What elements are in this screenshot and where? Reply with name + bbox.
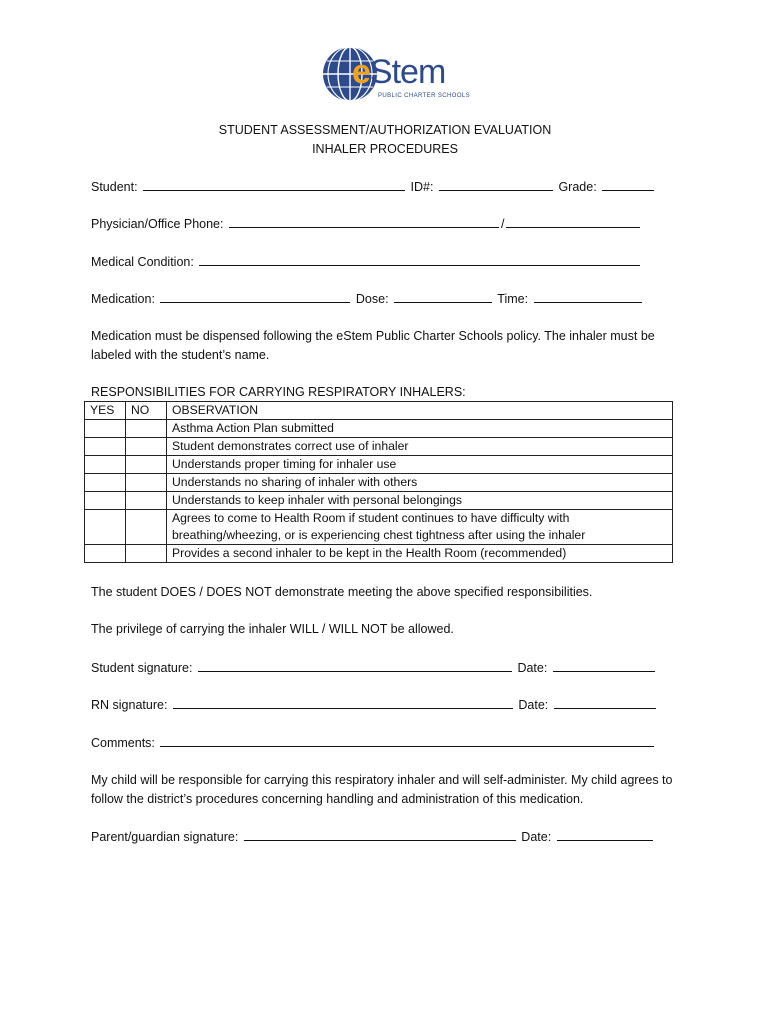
table-row: [85, 492, 673, 510]
privilege-statement: The privilege of carrying the inhaler WILL / WILL NOT be allowed.: [91, 622, 454, 636]
form-subtitle: INHALER PROCEDURES: [312, 142, 458, 156]
time-label: Time:: [497, 292, 529, 306]
parent-signature-line: [91, 827, 655, 846]
student-signature-label: Student signature:: [91, 661, 193, 675]
grade-label: Grade:: [558, 180, 597, 194]
column-no: NO: [126, 402, 167, 420]
no-cell[interactable]: [126, 545, 167, 563]
dose-field[interactable]: [394, 289, 492, 303]
observation-cell: Understands no sharing of inhaler with others: [167, 474, 673, 492]
grade-field[interactable]: [602, 177, 654, 191]
medical-condition-label: Medical Condition:: [91, 255, 194, 269]
medication-field[interactable]: [160, 289, 350, 303]
no-cell[interactable]: [126, 492, 167, 510]
physician-line: [91, 214, 642, 233]
parent-date-label: Date:: [521, 830, 552, 844]
medical-condition-line: [91, 252, 642, 271]
estem-logo: [322, 46, 471, 106]
table-row: [85, 456, 673, 474]
comments-line: [91, 733, 656, 752]
yes-cell[interactable]: [85, 492, 126, 510]
rn-signature-field[interactable]: [173, 695, 513, 709]
table-row: [85, 438, 673, 456]
table-row: [85, 420, 673, 438]
rn-signature-line: [91, 695, 658, 714]
medication-label: Medication:: [91, 292, 155, 306]
form-title: STUDENT ASSESSMENT/AUTHORIZATION EVALUATION: [218, 123, 552, 137]
medical-condition-field[interactable]: [199, 252, 640, 266]
student-signature-field[interactable]: [198, 658, 512, 672]
observation-cell: Student demonstrates correct use of inhaler: [167, 438, 673, 456]
responsibilities-heading: RESPONSIBILITIES FOR CARRYING RESPIRATORY INHALERS:: [91, 385, 466, 399]
id-label: ID#:: [410, 180, 434, 194]
table-row: [85, 510, 673, 545]
table-row: [85, 545, 673, 563]
observation-cell: Understands proper timing for inhaler use: [167, 456, 673, 474]
parent-signature-field[interactable]: [244, 827, 516, 841]
demonstrate-statement: The student DOES / DOES NOT demonstrate meeting the above specified responsibilities.: [91, 585, 593, 599]
rn-date-label: Date:: [518, 698, 549, 712]
logo-wordmark: eStem: [352, 53, 446, 91]
parent-date-field[interactable]: [557, 827, 653, 841]
medication-line: [91, 289, 644, 308]
student-label: Student:: [91, 180, 138, 194]
no-cell[interactable]: [126, 456, 167, 474]
policy-text: Medication must be dispensed following the eStem Public Charter Schools policy. The inhaler must be labeled with the student’s name.: [91, 329, 655, 362]
observation-cell: Understands to keep inhaler with personal belongings: [167, 492, 673, 510]
consent-text: My child will be responsible for carrying this respiratory inhaler and will self-administer. My child agrees to follow the district’s procedures concerning handling and administration of this medication.: [91, 773, 673, 806]
student-date-field[interactable]: [553, 658, 655, 672]
comments-label: Comments:: [91, 736, 155, 750]
no-cell[interactable]: [126, 474, 167, 492]
physician-label: Physician/Office Phone:: [91, 217, 224, 231]
time-field[interactable]: [534, 289, 642, 303]
student-line: [91, 177, 656, 196]
no-cell[interactable]: [126, 420, 167, 438]
student-signature-line: [91, 658, 657, 677]
yes-cell[interactable]: [85, 456, 126, 474]
phone-separator: /: [500, 217, 505, 231]
physician-field[interactable]: [229, 214, 499, 228]
rn-date-field[interactable]: [554, 695, 656, 709]
observation-cell: Asthma Action Plan submitted: [167, 420, 673, 438]
no-cell[interactable]: [126, 438, 167, 456]
no-cell[interactable]: [126, 510, 167, 545]
rn-signature-label: RN signature:: [91, 698, 168, 712]
column-yes: YES: [85, 402, 126, 420]
phone-field[interactable]: [506, 214, 640, 228]
observation-cell: Agrees to come to Health Room if student continues to have difficulty with breathing/wheezing, or is experiencing chest tightness after using the inhaler: [167, 510, 673, 545]
yes-cell[interactable]: [85, 438, 126, 456]
comments-field[interactable]: [160, 733, 654, 747]
yes-cell[interactable]: [85, 510, 126, 545]
yes-cell[interactable]: [85, 474, 126, 492]
yes-cell[interactable]: [85, 545, 126, 563]
logo-tagline: PUBLIC CHARTER SCHOOLS: [378, 93, 471, 99]
table-header-row: [85, 402, 673, 420]
dose-label: Dose:: [355, 292, 389, 306]
yes-cell[interactable]: [85, 420, 126, 438]
student-date-label: Date:: [517, 661, 548, 675]
parent-signature-label: Parent/guardian signature:: [91, 830, 239, 844]
id-field[interactable]: [439, 177, 553, 191]
column-observation: OBSERVATION: [167, 402, 673, 420]
responsibilities-table: [84, 401, 673, 563]
student-field[interactable]: [143, 177, 405, 191]
observation-cell: Provides a second inhaler to be kept in the Health Room (recommended): [167, 545, 673, 563]
table-row: [85, 474, 673, 492]
